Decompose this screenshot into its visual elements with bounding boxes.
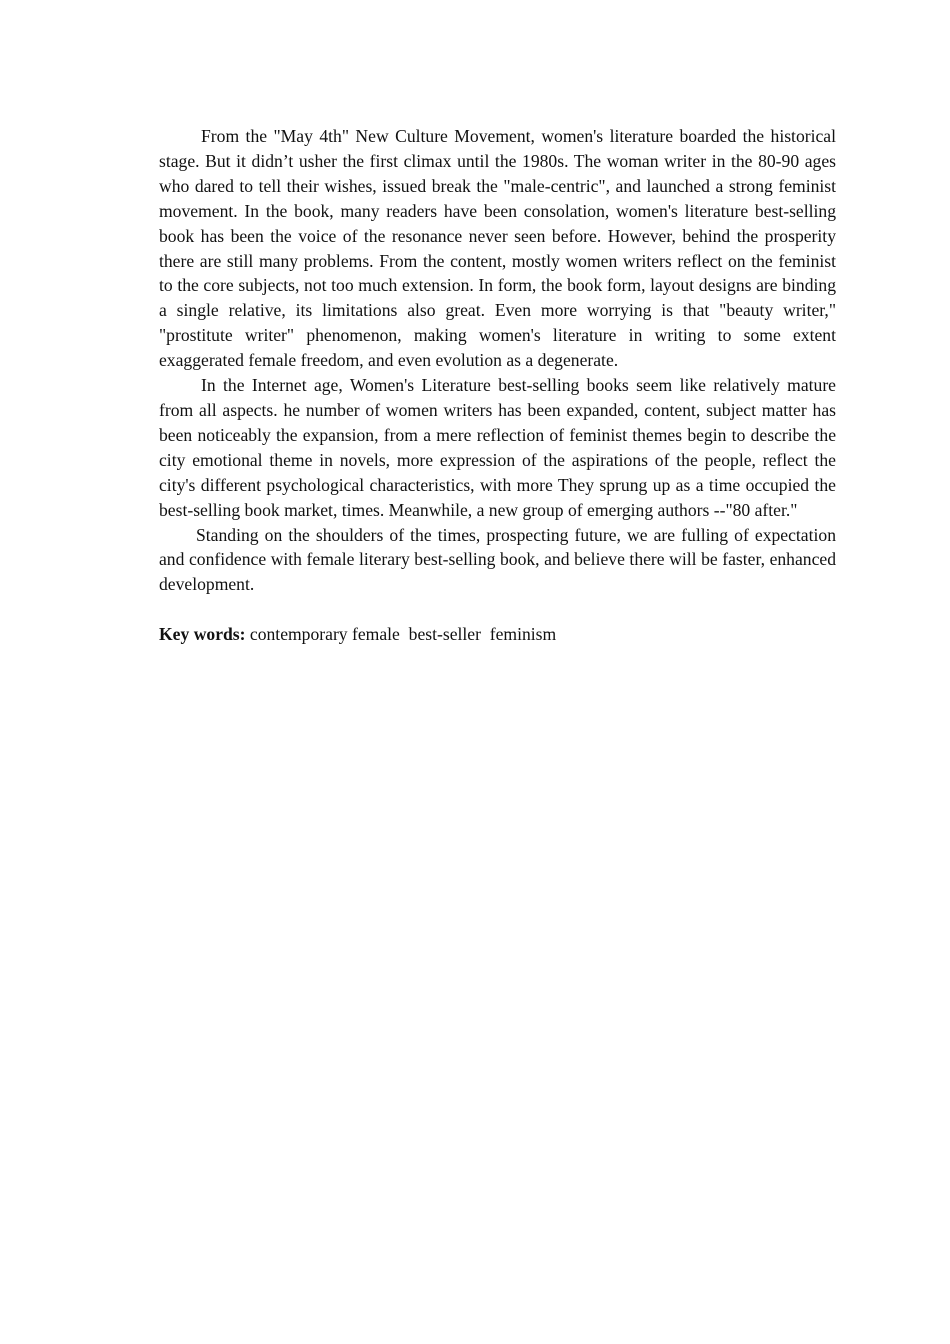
abstract-paragraph-3: Standing on the shoulders of the times, prospecting future, we are fulling of expectation and confidence with female literary best-selling book, and believe there will be faster, enhanced development. <box>159 524 836 595</box>
keywords-line <box>159 622 836 647</box>
keywords-label: Key words: <box>159 624 246 645</box>
abstract-body <box>159 124 836 647</box>
abstract-paragraph-1: From the "May 4th" New Culture Movement, women's literature boarded the historical stage. But it didn’t usher the first climax until the 1980s. The woman writer in the 80-90 ages who dared to tell their wishes, issued break the "male-centric", and launched a strong feminist movement. In the book, many readers have been consolation, women's literature best-selling book has been the voice of the resonance never seen before. However, behind the prosperity there are still many problems. From the content, mostly women writers reflect on the feminist to the core subjects, not too much extension. In form, the book form, layout designs are binding a single relative, its limitations also great. Even more worrying is that "beauty writer," "prostitute writer" phenomenon, making women's literature in writing to some extent exaggerated female freedom, and even evolution as a degenerate. <box>159 126 836 371</box>
abstract-paragraph-2: In the Internet age, Women's Literature best-selling books seem like relatively mature from all aspects. he number of women writers has been expanded, content, subject matter has been noticeably the expansion, from a mere reflection of feminist themes begin to describe the city emotional theme in novels, more expression of the aspirations of the people, reflect the city's different psychological characteristics, with more They sprung up as a time occupied the best-selling book market, times. Meanwhile, a new group of emerging authors --"80 after." <box>159 375 836 520</box>
keywords-value: contemporary female best-seller feminism <box>245 624 557 645</box>
